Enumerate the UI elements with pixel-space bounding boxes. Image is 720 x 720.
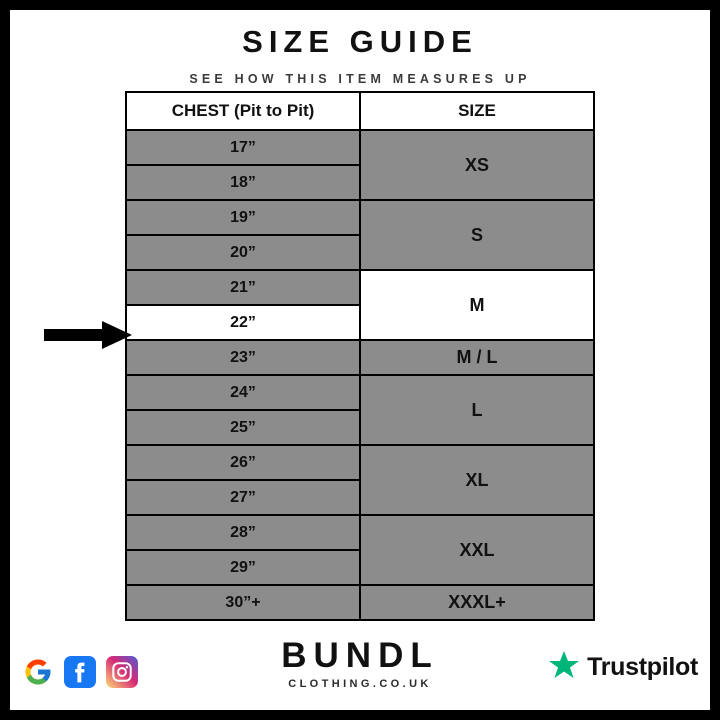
chest-value-selected: 22” [126, 305, 360, 340]
page-title: SIZE GUIDE [242, 24, 478, 59]
chest-value: 23” [126, 340, 360, 375]
table-row-selected [126, 270, 594, 305]
chest-value: 20” [126, 235, 360, 270]
trustpilot-star-icon [548, 649, 580, 686]
column-header-chest: CHEST (Pit to Pit) [126, 92, 360, 130]
table-row [126, 515, 594, 550]
column-header-size: SIZE [360, 92, 594, 130]
table-row [126, 130, 594, 165]
size-value: S [360, 200, 594, 270]
size-value: XL [360, 445, 594, 515]
table-row [126, 200, 594, 235]
table-row [126, 375, 594, 410]
chest-value: 21” [126, 270, 360, 305]
chest-value: 19” [126, 200, 360, 235]
size-table-wrapper [125, 91, 595, 621]
brand-website: CLOTHING.CO.UK [288, 678, 432, 690]
table-row [126, 445, 594, 480]
trustpilot-badge[interactable] [548, 649, 698, 686]
chest-value: 18” [126, 165, 360, 200]
footer [10, 634, 710, 698]
chest-value: 29” [126, 550, 360, 585]
table-row [126, 585, 594, 620]
size-value: XXXL+ [360, 585, 594, 620]
size-value: L [360, 375, 594, 445]
size-value-selected: M [360, 270, 594, 340]
size-table [125, 91, 595, 621]
size-value: XS [360, 130, 594, 200]
right-arrow-icon [44, 320, 132, 350]
chest-value: 28” [126, 515, 360, 550]
brand-name: BUNDL [281, 636, 439, 675]
chest-value: 26” [126, 445, 360, 480]
table-header-row [126, 92, 594, 130]
size-value: M / L [360, 340, 594, 375]
chest-value: 27” [126, 480, 360, 515]
chest-value: 24” [126, 375, 360, 410]
size-value: XXL [360, 515, 594, 585]
page-subtitle: SEE HOW THIS ITEM MEASURES UP [189, 72, 531, 86]
chest-value: 30”+ [126, 585, 360, 620]
chest-value: 25” [126, 410, 360, 445]
size-guide-card [10, 10, 710, 710]
trustpilot-label: Trustpilot [587, 653, 698, 681]
table-row [126, 340, 594, 375]
chest-value: 17” [126, 130, 360, 165]
